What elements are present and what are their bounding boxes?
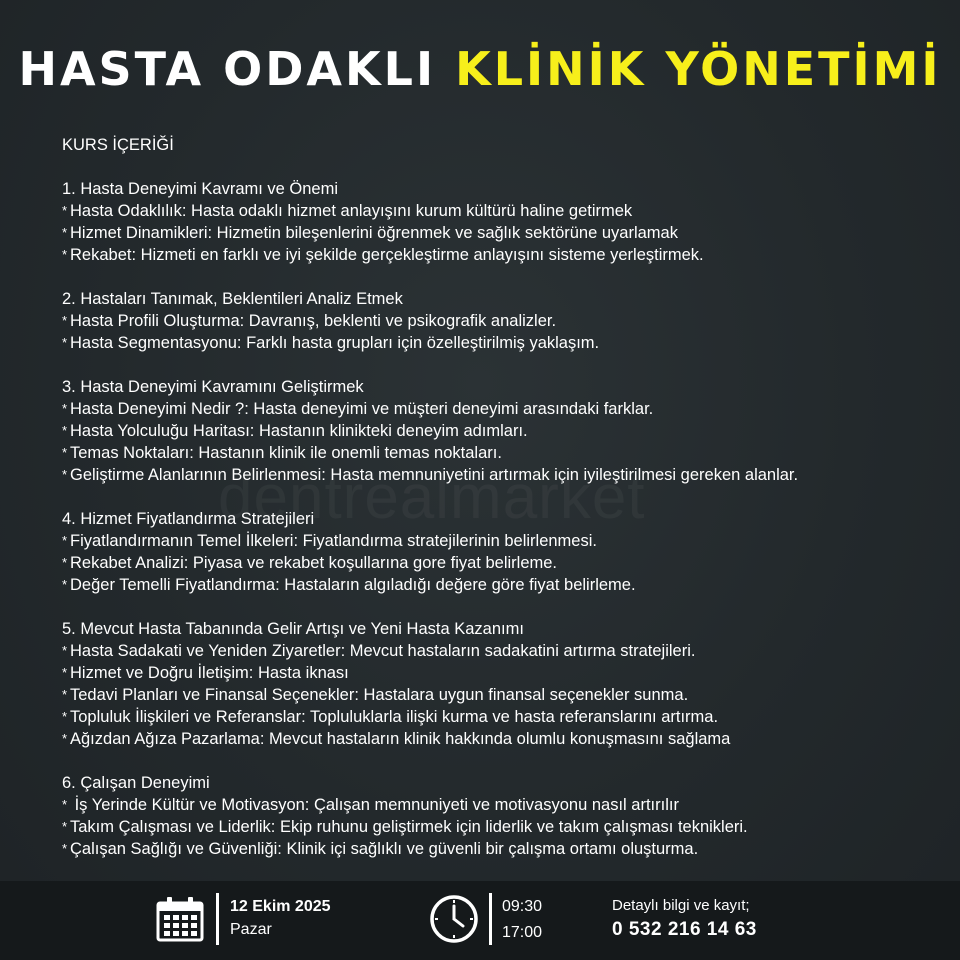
section-title: 6. Çalışan Deneyimi xyxy=(62,774,210,792)
event-day: Pazar xyxy=(230,921,272,938)
section-item-text: Geliştirme Alanlarının Belirlenmesi: Hasta memnuniyetini artırmak için iyileştirilmesi gereken alanlar. xyxy=(70,466,799,484)
course-section xyxy=(62,618,942,750)
course-content xyxy=(62,134,942,882)
asterisk-icon: * xyxy=(62,841,68,856)
asterisk-icon: * xyxy=(62,203,68,218)
section-item-text: Topluluk İlişkileri ve Referanslar: Topluluklarla ilişki kurma ve hasta referanslarını artırma. xyxy=(70,708,719,726)
course-section xyxy=(62,376,942,486)
asterisk-icon: * xyxy=(62,577,68,592)
section-item-text: Hasta Profili Oluşturma: Davranış, beklenti ve psikografik analizler. xyxy=(70,312,557,330)
section-item-text: Hasta Deneyimi Nedir ?: Hasta deneyimi ve müşteri deneyimi arasındaki farklar. xyxy=(70,400,654,418)
section-item xyxy=(62,838,942,860)
section-item-text: Değer Temelli Fiyatlandırma: Hastaların algıladığı değere göre fiyat belirleme. xyxy=(70,576,636,594)
footer-divider-2 xyxy=(489,893,492,945)
page-title xyxy=(0,34,960,104)
asterisk-icon: * xyxy=(62,313,68,328)
section-item xyxy=(62,794,942,816)
section-item xyxy=(62,244,942,266)
section-item xyxy=(62,464,942,486)
asterisk-icon: * xyxy=(62,467,68,482)
asterisk-icon: * xyxy=(62,731,68,746)
section-item-text: Tedavi Planları ve Finansal Seçenekler: Hastalara uygun finansal seçenekler sunma. xyxy=(70,686,689,704)
info-label: Detaylı bilgi ve kayıt; xyxy=(612,897,750,914)
section-item-text: Hasta Segmentasyonu: Farklı hasta grupları için özelleştirilmiş yaklaşım. xyxy=(70,334,600,352)
section-title: 3. Hasta Deneyimi Kavramını Geliştirmek xyxy=(62,378,364,396)
section-item-text: Hizmet Dinamikleri: Hizmetin bileşenlerini öğrenmek ve sağlık sektörüne uyarlamak xyxy=(70,224,678,242)
section-item xyxy=(62,662,942,684)
section-item xyxy=(62,420,942,442)
asterisk-icon: * xyxy=(62,533,68,548)
course-section xyxy=(62,178,942,266)
contact-phone: 0 532 216 14 63 xyxy=(612,919,757,940)
section-item xyxy=(62,530,942,552)
asterisk-icon: * xyxy=(62,445,68,460)
section-item xyxy=(62,200,942,222)
event-time-end: 17:00 xyxy=(502,924,543,941)
section-item-text: Çalışan Sağlığı ve Güvenliği: Klinik içi sağlıklı ve güvenli bir çalışma ortamı oluşturma. xyxy=(70,840,699,858)
section-item-text: Ağızdan Ağıza Pazarlama: Mevcut hastaların klinik hakkında olumlu konuşmasını sağlama xyxy=(70,730,731,748)
calendar-icon xyxy=(156,896,204,942)
section-item xyxy=(62,816,942,838)
section-list xyxy=(62,178,942,860)
section-item-text: İş Yerinde Kültür ve Motivasyon: Çalışan memnuniyeti ve motivasyonu nasıl artırılır xyxy=(70,796,679,814)
section-item xyxy=(62,310,942,332)
section-title: 4. Hizmet Fiyatlandırma Stratejileri xyxy=(62,510,315,528)
section-item xyxy=(62,728,942,750)
footer-divider-1 xyxy=(216,893,219,945)
section-item-text: Hasta Odaklılık: Hasta odaklı hizmet anlayışını kurum kültürü haline getirmek xyxy=(70,202,633,220)
footer-bar xyxy=(0,881,960,960)
section-item xyxy=(62,332,942,354)
section-item xyxy=(62,706,942,728)
section-item-text: Temas Noktaları: Hastanın klinik ile onemli temas noktaları. xyxy=(70,444,502,462)
section-item xyxy=(62,552,942,574)
event-date: 12 Ekim 2025 xyxy=(230,898,331,915)
section-item-text: Rekabet: Hizmeti en farklı ve iyi şekilde gerçekleştirme anlayışını sisteme yerleştirmek. xyxy=(70,246,704,264)
asterisk-icon: * xyxy=(62,401,68,416)
section-item xyxy=(62,574,942,596)
section-item xyxy=(62,222,942,244)
asterisk-icon: * xyxy=(62,709,68,724)
clock-icon xyxy=(429,894,479,944)
section-item-text: Hasta Sadakati ve Yeniden Ziyaretler: Mevcut hastaların sadakatini artırma stratejileri. xyxy=(70,642,696,660)
course-section xyxy=(62,508,942,596)
asterisk-icon: * xyxy=(62,665,68,680)
asterisk-icon: * xyxy=(62,423,68,438)
section-item-text: Hasta Yolculuğu Haritası: Hastanın klinikteki deneyim adımları. xyxy=(70,422,528,440)
section-item-text: Rekabet Analizi: Piyasa ve rekabet koşullarına gore fiyat belirleme. xyxy=(70,554,557,572)
asterisk-icon: * xyxy=(62,797,68,812)
section-item xyxy=(62,640,942,662)
section-title: 5. Mevcut Hasta Tabanında Gelir Artışı ve Yeni Hasta Kazanımı xyxy=(62,620,524,638)
section-item-text: Takım Çalışması ve Liderlik: Ekip ruhunu geliştirmek için liderlik ve takım çalışması teknikleri. xyxy=(70,818,748,836)
section-title: 2. Hastaları Tanımak, Beklentileri Analiz Etmek xyxy=(62,290,403,308)
section-item-text: Fiyatlandırmanın Temel İlkeleri: Fiyatlandırma stratejilerinin belirlenmesi. xyxy=(70,532,597,550)
asterisk-icon: * xyxy=(62,225,68,240)
section-item xyxy=(62,442,942,464)
course-section xyxy=(62,288,942,354)
section-item-text: Hizmet ve Doğru İletişim: Hasta iknası xyxy=(70,664,349,682)
asterisk-icon: * xyxy=(62,335,68,350)
section-item xyxy=(62,684,942,706)
course-section xyxy=(62,772,942,860)
section-item xyxy=(62,398,942,420)
asterisk-icon: * xyxy=(62,819,68,834)
title-part1: HASTA ODAKLI xyxy=(18,42,437,96)
section-title: 1. Hasta Deneyimi Kavramı ve Önemi xyxy=(62,180,339,198)
title-part2: KLİNİK YÖNETİMİ xyxy=(455,42,942,96)
asterisk-icon: * xyxy=(62,643,68,658)
asterisk-icon: * xyxy=(62,247,68,262)
asterisk-icon: * xyxy=(62,687,68,702)
event-time-start: 09:30 xyxy=(502,898,543,915)
course-content-heading: KURS İÇERİĞİ xyxy=(62,136,174,154)
asterisk-icon: * xyxy=(62,555,68,570)
